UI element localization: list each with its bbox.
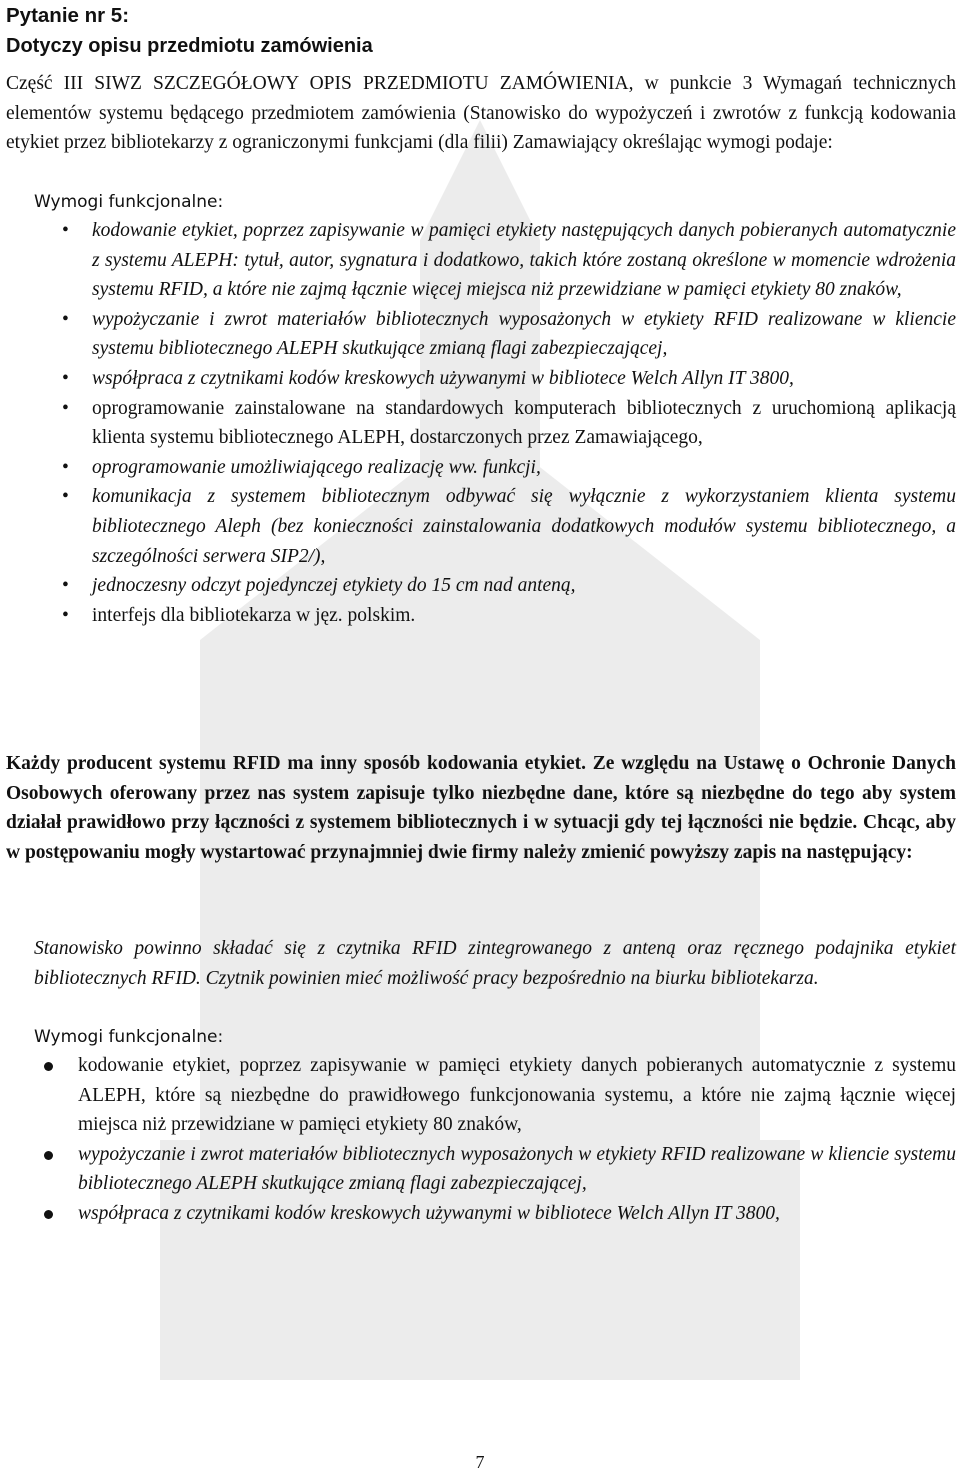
requirements-label: Wymogi funkcjonalne: <box>34 192 224 212</box>
list-item <box>6 216 956 305</box>
list-item <box>6 1051 956 1140</box>
proposal-intro: Stanowisko powinno składać się z czytnika RFID zintegrowanego z anteną oraz ręcznego podajnika etykiet bibliotecznych RFID. Czytnik powinien mieć możliwość pracy bezpośrednio na biurku bibliotekarza. <box>34 938 956 989</box>
question-title: Pytanie nr 5: <box>6 4 130 27</box>
list-item <box>6 1140 956 1199</box>
proposal-requirements-list <box>6 1051 956 1229</box>
list-item-text: kodowanie etykiet, poprzez zapisywanie w pamięci etykiety następujących danych pobieranych automatycznie z systemu ALEPH: tytuł, autor, sygnatura i dodatkowo, takich które zostaną określone w momencie wdrożenia systemu RFID, a które nie zajmą łącznie więcej miejsca niż przewidziane w pamięci etykiety 80 znaków, <box>92 220 956 301</box>
list-item <box>6 305 956 364</box>
intro-paragraph: Część III SIWZ SZCZEGÓŁOWY OPIS PRZEDMIOTU ZAMÓWIENIA, w punkcie 3 Wymagań technicznych elementów systemu będącego przedmiotem zamówienia (Stanowisko do wypożyczeń i zwrotów z funkcją kodowania etykiet przez bibliotekarzy z ograniczonymi funkcjami (dla filii) Zamawiający określając wymogi podaje: <box>6 73 956 154</box>
proposal-requirements-label: Wymogi funkcjonalne: <box>34 1027 224 1047</box>
list-item <box>6 453 956 483</box>
bidder-statement: Każdy producent systemu RFID ma inny sposób kodowania etykiet. Ze względu na Ustawę o Ochronie Danych Osobowych oferowany przez nas system zapisuje tylko niezbędne dane, które są niezbędne do tego aby system działał prawidłowo przy łączności z systemem bibliotecznych i w sytuacji gdy tej łączności nie będzie. Chcąc, aby w postępowaniu mogły wystartować przynajmniej dwie firmy należy zmienić powyższy zapis na następujący: <box>6 753 956 863</box>
list-item-text: oprogramowanie zainstalowane na standardowych komputerach bibliotecznych z uruchomioną aplikacją klienta systemu bibliotecznego ALEPH, dostarczonych przez Zamawiającego, <box>92 397 956 449</box>
list-item-text: jednoczesny odczyt pojedynczej etykiety do 15 cm nad anteną, <box>92 575 576 597</box>
list-item-text: oprogramowanie umożliwiającego realizację ww. funkcji, <box>92 456 541 478</box>
list-item-text: wypożyczanie i zwrot materiałów bibliotecznych wyposażonych w etykiety RFID realizowane w kliencie systemu bibliotecznego ALEPH skutkujące zmianą flagi zabezpieczającej, <box>78 1143 956 1195</box>
list-item <box>6 601 956 631</box>
list-item-text: współpraca z czytnikami kodów kreskowych używanymi w bibliotece Welch Allyn IT 3800, <box>92 367 794 389</box>
list-item-text: współpraca z czytnikami kodów kreskowych używanymi w bibliotece Welch Allyn IT 3800, <box>78 1202 780 1224</box>
list-item-text: interfejs dla bibliotekarza w jęz. polskim. <box>92 604 416 626</box>
list-item-text: kodowanie etykiet, poprzez zapisywanie w pamięci etykiety danych pobieranych automatycznie z systemu ALEPH, które są niezbędne do prawidłowego funkcjonowania systemu, a które nie zajmą łącznie więcej miejsca niż przewidziane w pamięci etykiety 80 znaków, <box>78 1055 956 1136</box>
list-item <box>6 482 956 571</box>
page-number: 7 <box>475 1452 485 1472</box>
question-subject: Dotyczy opisu przedmiotu zamówienia <box>6 35 373 57</box>
list-item <box>6 571 956 601</box>
requirements-list <box>6 216 956 630</box>
list-item <box>6 364 956 394</box>
list-item-text: wypożyczanie i zwrot materiałów bibliotecznych wyposażonych w etykiety RFID realizowane w kliencie systemu bibliotecznego ALEPH skutkujące zmianą flagi zabezpieczającej, <box>92 308 956 360</box>
list-item-text: komunikacja z systemem bibliotecznym odbywać się wyłącznie z wykorzystaniem klienta systemu bibliotecznego Aleph (bez konieczności zainstalowania dodatkowych modułów systemu bibliotecznego, a szczególności serwera SIP2/), <box>92 486 956 567</box>
list-item <box>6 394 956 453</box>
list-item <box>6 1199 956 1229</box>
